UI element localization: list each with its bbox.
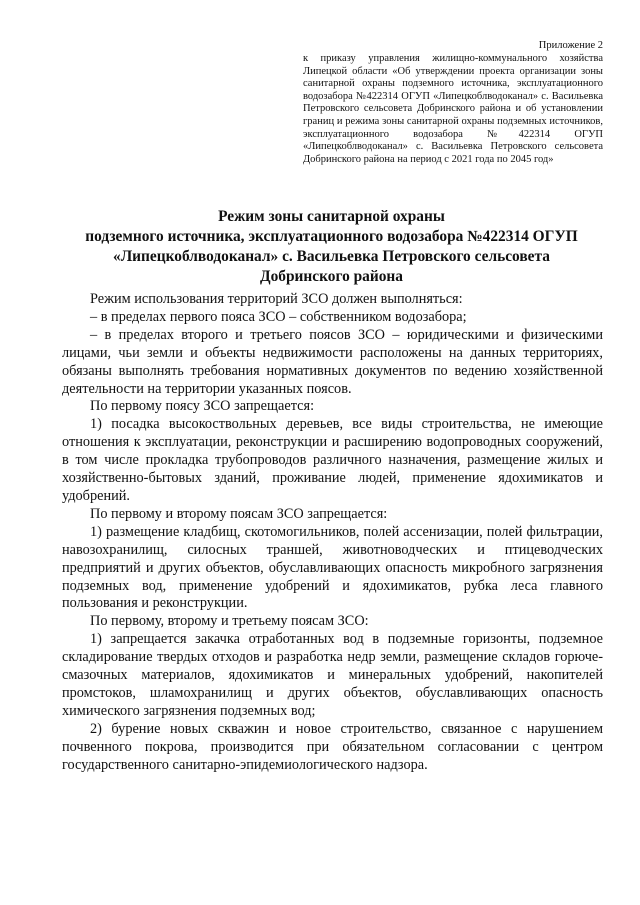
document-title [60, 207, 603, 287]
body-heading-first-belt-prohibited: По первому поясу ЗСО запрещается: [90, 398, 315, 415]
title-line-1: Режим зоны санитарной охраны [218, 208, 445, 225]
title-line-4: Добринского района [260, 268, 403, 285]
appendix-reference-text: к приказу управления жилищно-коммунального хозяйства Липецкой области «Об утверждении проекта организации зоны санитарной охраны подземного источника, эксплуатационного водозабора №422314 ОГУП «Липецкоблводоканал» с. Васильевка Петровского сельсовета Добринского района и об установлении границ и режима зоны санитарной охраны подземных источников, эксплуатационного водозабора №422314 ОГУП «Липецкоблводоканал» с. Васильевка Петровского сельсовета Добринского района на период с 2021 года по 2045 год» [303, 53, 603, 165]
body-paragraph-all-belts-item-2: 2) бурение новых скважин и новое строительство, связанное с нарушением почвенного покрова, производится при обязательном согласовании с центром государственного санитарно-эпидемиологического надзора. [62, 720, 603, 773]
body-paragraph-all-belts-item-1: 1) запрещается закачка отработанных вод в подземные горизонты, подземное складирование твердых отходов и разработка недр земли, размещение складов горюче-смазочных материалов, ядохимикатов и минеральных удобрений, накопителей промстоков, шламохранилищ и других объектов, обуславливающих опасность химического загрязнения подземных вод; [62, 631, 603, 719]
body-heading-all-belts: По первому, второму и третьему поясам ЗСО: [90, 613, 369, 630]
title-line-3: «Липецкоблводоканал» с. Васильевка Петровского сельсовета [113, 248, 550, 265]
body-paragraph-first-belt-item-1: 1) посадка высокоствольных деревьев, все виды строительства, не имеющие отношения к эксплуатации, реконструкции и расширению водопроводных сооружений, в том числе прокладка трубопроводов различного назначения, размещение жилых и хозяйственно-бытовых зданий, проживание людей, применение ядохимикатов и удобрений. [62, 416, 603, 504]
body-paragraph-intro: Режим использования территорий ЗСО должен выполняться: [90, 291, 463, 307]
body-paragraph-first-belt: – в пределах первого пояса ЗСО – собственником водозабора; [90, 308, 467, 325]
body-paragraph-second-third-belt: – в пределах второго и третьего поясов ЗСО – юридическими и физическими лицами, чьи земли и объекты недвижимости расположены на данных территориях, обязаны выполнять требования нормативных документов по ведению хозяйственной деятельности на территории указанных поясов. [62, 326, 603, 397]
body-paragraph-first-second-belt-item-1: 1) размещение кладбищ, скотомогильников, полей ассенизации, полей фильтрации, навозохранилищ, силосных траншей, животноводческих и птицеводческих предприятий и других объектов, обуславливающих опасность микробного загрязнения подземных вод, применение удобрений и ядохимикатов, рубка леса главного пользования и реконструкции. [62, 523, 603, 612]
title-line-2: подземного источника, эксплуатационного водозабора №422314 ОГУП [85, 228, 578, 245]
document-body [62, 291, 603, 774]
appendix-label: Приложение 2 [538, 40, 603, 51]
body-heading-first-second-belt-prohibited: По первому и второму поясам ЗСО запрещается: [90, 505, 388, 522]
